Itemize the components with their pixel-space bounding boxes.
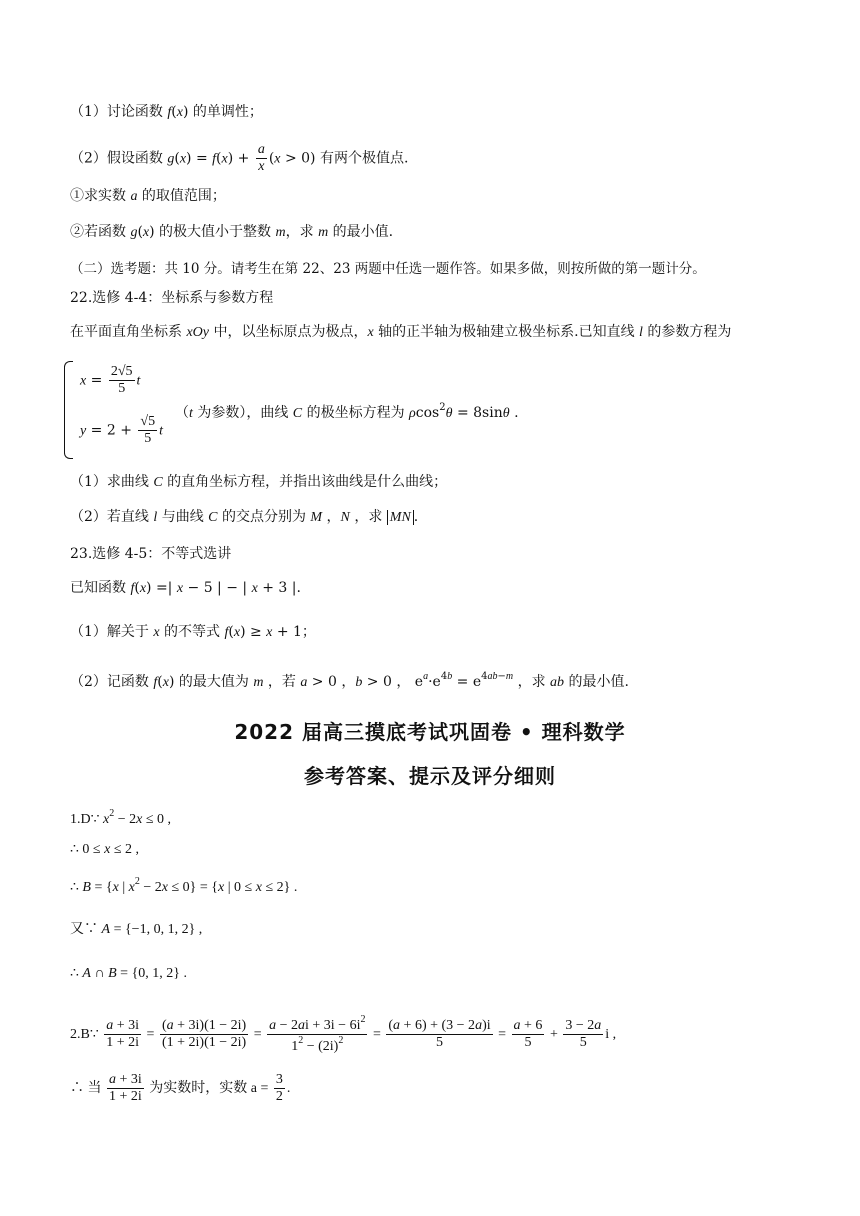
- q23-intro: 已知函数 f(x) =| x − 5 | − | x + 3 |.: [70, 580, 301, 596]
- param-eq-y: y = 2 + $\frac{√5}{5}$ t: [80, 414, 163, 447]
- q21-sub1: ①求实数 a 的取值范围；: [70, 188, 226, 204]
- answer1-line3: ∴ B = {x | $x^2 - 2x \le 0\} = \{x$ | 0 ≤ x ≤ 2} .: [70, 876, 298, 895]
- q22-part2: （2）若直线 l 与曲线 C 的交点分别为 M ，N ，求 MN .: [70, 509, 419, 525]
- q22-part1: （1）求曲线 C 的直角坐标方程，并指出该曲线是什么曲线；: [70, 474, 448, 490]
- answer2-equation: 2.B∵ $\frac{a + 3i}{1 + 2i}$ = $\frac{(a + 3i)(1 - 2i)}{(1 + 2i)(1 - 2i)}$ = $\frac{a - 2ai + 3i - 6i^2}{1^2 - (2i)^2}$ = $\frac{(a + 6) + (3 - 2a)i}{5}$ = $\frac{a + 6}{5}$ + $\frac{3 - 2a}{5}$ i ,: [70, 1014, 617, 1055]
- answer1-line2: ∴ 0 ≤ x ≤ 2 ,: [70, 842, 139, 857]
- answer2-conclusion: ∴ 当 $\frac{a + 3i}{1 + 2i}$ 为实数时，实数 a = $\frac{3}{2}$ .: [70, 1072, 291, 1105]
- q23-part1: （1）解关于 x 的不等式 f(x) ≥ x + 1；: [70, 624, 316, 640]
- q22-param-note: （t 为参数），曲线 C 的极坐标方程为 ρcos$^2$θ = 8sinθ .: [175, 402, 519, 421]
- q21-part1: （1）讨论函数 f(x) 的单调性；: [70, 104, 263, 120]
- answer2-prefix: 2.B∵: [70, 1026, 99, 1042]
- q22-intro: 在平面直角坐标系 xOy 中，以坐标原点为极点，x 轴的正半轴为极轴建立极坐标系.已知直线 l 的参数方程为: [70, 324, 732, 340]
- q21-sub2: ②若函数 g(x) 的极大值小于整数 m，求 m 的最小值.: [70, 224, 394, 240]
- q21-part2: （2）假设函数 g(x) = f(x) + $\frac{a}{x}$ (x > 0) 有两个极值点.: [70, 142, 409, 175]
- answers-subtitle: 参考答案、提示及评分细则: [304, 764, 556, 788]
- answers-title: 2022 届高三摸底考试巩固卷 • 理科数学: [234, 720, 626, 744]
- answer1-line4: 又∵ A = {−1, 0, 1, 2} ,: [70, 922, 203, 937]
- param-eq-x: x = $\frac{2√5}{5}$ t: [80, 364, 141, 397]
- param-system-brace: [64, 361, 73, 459]
- q22-title: 22.选修 4-4：坐标系与参数方程: [70, 290, 274, 306]
- q23-title: 23.选修 4-5：不等式选讲: [70, 546, 232, 562]
- answer1-line1: 1.D∵ $x^2 - 2x \le 0$ ,: [70, 808, 172, 827]
- q23-part2: （2）记函数 f(x) 的最大值为 m ，若 a > 0 ，b > 0 ， $e^a\cdot e^{4b} = e^{4ab-m}$ ，求 ab 的最小值.: [70, 671, 629, 690]
- elective-header: （二）选考题：共 10 分。请考生在第 22、23 两题中任选一题作答。如果多做，则按所做的第一题计分。: [70, 261, 706, 277]
- answer1-line5: ∴ A ∩ B = {0, 1, 2} .: [70, 966, 188, 981]
